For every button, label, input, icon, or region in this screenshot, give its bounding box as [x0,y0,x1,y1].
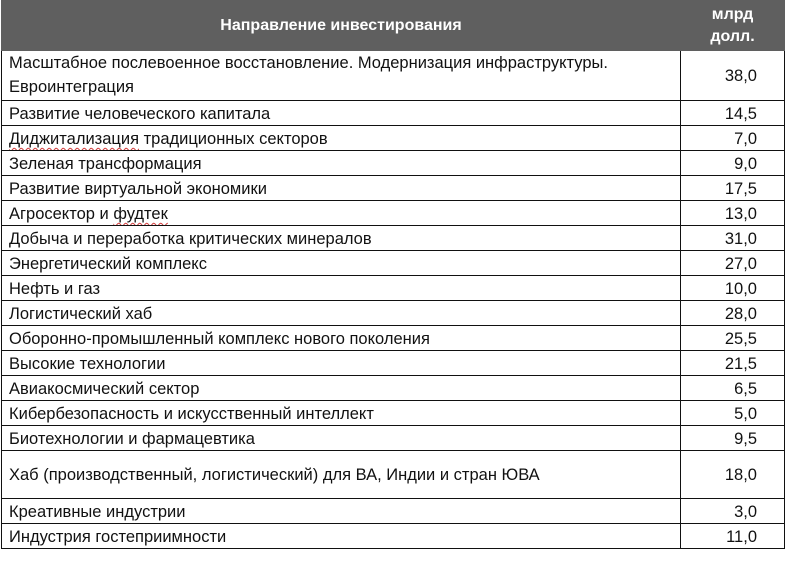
table-row [2,276,785,301]
table-row [2,524,785,549]
row-direction: Кибербезопасность и искусственный интеллект [2,401,681,426]
row-direction [2,201,681,226]
row-direction: Добыча и переработка критических минералов [2,226,681,251]
row-direction: Оборонно-промышленный комплекс нового поколения [2,326,681,351]
table-row [2,351,785,376]
row-direction: Энергетический комплекс [2,251,681,276]
row-value: 38,0 [681,51,785,101]
row-direction: Развитие виртуальной экономики [2,176,681,201]
table-row [2,499,785,524]
row-direction: Масштабное послевоенное восстановление. Модернизация инфраструктуры. Евроинтеграция [2,51,681,101]
row-value: 14,5 [681,101,785,126]
header-value-line2: долл. [710,27,755,45]
row-value: 28,0 [681,301,785,326]
table-row [2,301,785,326]
row-value: 3,0 [681,499,785,524]
table-header-row [2,1,785,51]
row-direction: Нефть и газ [2,276,681,301]
row-value: 6,5 [681,376,785,401]
row-value: 25,5 [681,326,785,351]
row-direction-pre: Агросектор и [9,205,114,223]
table-row [2,201,785,226]
spellcheck-word: фудтек [113,205,168,223]
row-value: 9,5 [681,426,785,451]
row-direction: Логистический хаб [2,301,681,326]
row-direction: Развитие человеческого капитала [2,101,681,126]
table-row [2,251,785,276]
investment-table [1,0,785,549]
row-direction: Креативные индустрии [2,499,681,524]
table-row [2,426,785,451]
row-value: 21,5 [681,351,785,376]
table-row [2,151,785,176]
table-row [2,326,785,351]
row-direction: Авиакосмический сектор [2,376,681,401]
row-value: 11,0 [681,524,785,549]
row-direction: Биотехнологии и фармацевтика [2,426,681,451]
spellcheck-word: Диджитализация [9,130,140,148]
row-value: 13,0 [681,201,785,226]
table-row [2,101,785,126]
row-direction: Индустрия гостеприимности [2,524,681,549]
row-value: 27,0 [681,251,785,276]
row-direction [2,126,681,151]
header-value [681,1,785,51]
table-row [2,51,785,101]
row-value: 5,0 [681,401,785,426]
row-direction-post: традиционных секторов [139,130,328,148]
row-direction: Высокие технологии [2,351,681,376]
header-value-line1: млрд [711,5,754,23]
row-value: 10,0 [681,276,785,301]
table-row [2,126,785,151]
row-value: 17,5 [681,176,785,201]
table-row [2,451,785,499]
row-direction: Зеленая трансформация [2,151,681,176]
row-direction: Хаб (производственный, логистический) для ВА, Индии и стран ЮВА [2,451,681,499]
table-row [2,226,785,251]
table-row [2,176,785,201]
row-value: 18,0 [681,451,785,499]
row-value: 7,0 [681,126,785,151]
table-row [2,401,785,426]
row-value: 9,0 [681,151,785,176]
header-direction: Направление инвестирования [2,1,681,51]
table-row [2,376,785,401]
row-value: 31,0 [681,226,785,251]
